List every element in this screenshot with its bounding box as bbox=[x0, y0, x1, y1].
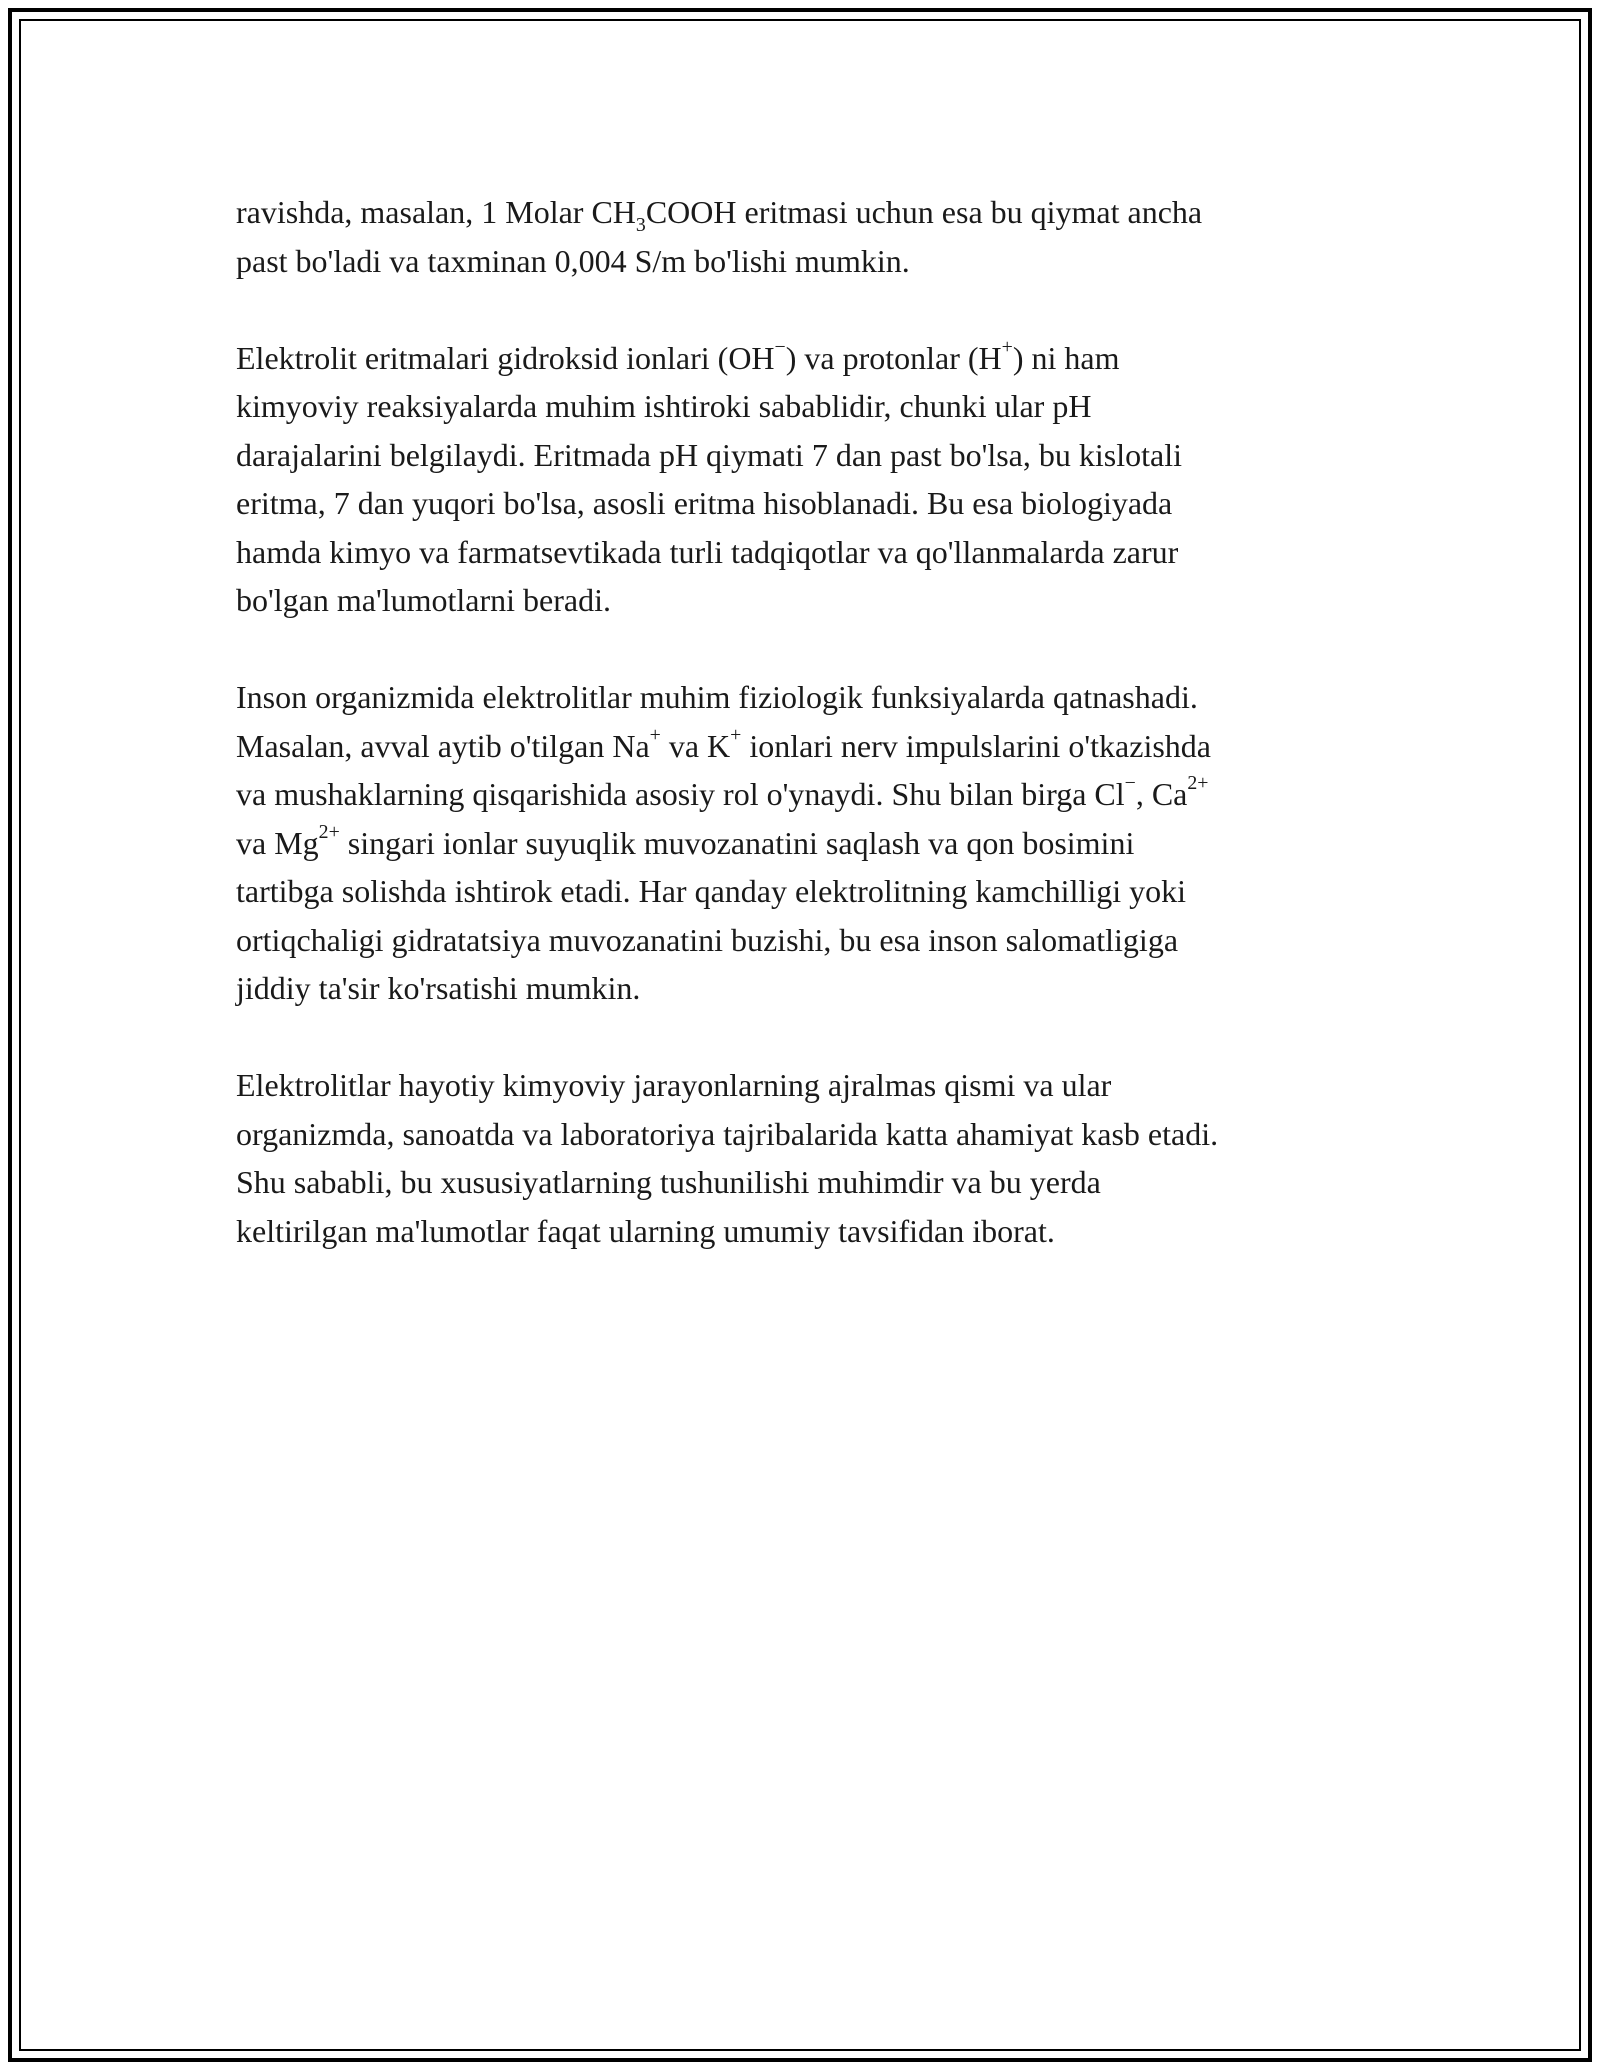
text-line bbox=[236, 1110, 1376, 1159]
text-run: organizmda, sanoatda va laboratoriya tajribalarida katta ahamiyat kasb etadi. bbox=[236, 1115, 1219, 1152]
text-line bbox=[236, 964, 1376, 1013]
superscript-text: − bbox=[1124, 772, 1136, 795]
text-run: , Ca bbox=[1135, 776, 1188, 812]
text-run: Shu sababli, bu xususiyatlarning tushunilishi muhimdir va bu yerda bbox=[236, 1164, 1101, 1200]
text-line bbox=[236, 673, 1376, 722]
text-run: Inson organizmida elektrolitlar muhim fiziologik funksiyalarda qatnashadi. bbox=[236, 679, 1198, 715]
text-line bbox=[236, 1207, 1376, 1256]
text-run: Masalan, avval aytib o'tilgan Na bbox=[236, 727, 650, 764]
text-run: kimyoviy reaksiyalarda muhim ishtiroki sabablidir, chunki ular pH bbox=[236, 388, 1092, 424]
paragraph-2 bbox=[236, 334, 1376, 625]
text-line bbox=[236, 188, 1376, 237]
text-run: jiddiy ta'sir ko'rsatishi mumkin. bbox=[236, 970, 641, 1006]
superscript-text: 2+ bbox=[1187, 772, 1209, 795]
text-run: singari ionlar suyuqlik muvozanatini saqlash va qon bosimini bbox=[339, 824, 1135, 861]
text-run: ravishda, masalan, 1 Molar CH bbox=[236, 194, 636, 230]
superscript-text: 2+ bbox=[318, 820, 340, 843]
text-line bbox=[236, 334, 1376, 383]
text-line bbox=[236, 916, 1376, 965]
text-run: ) ni ham bbox=[1012, 339, 1120, 376]
text-line bbox=[236, 576, 1376, 625]
text-line bbox=[236, 722, 1376, 771]
text-line bbox=[236, 431, 1376, 480]
text-line bbox=[236, 867, 1376, 916]
text-run: va K bbox=[660, 727, 731, 764]
text-line bbox=[236, 819, 1376, 868]
text-run: tartibga solishda ishtirok etadi. Har qanday elektrolitning kamchilligi yoki bbox=[236, 873, 1187, 909]
text-run: bo'lgan ma'lumotlarni beradi. bbox=[236, 582, 611, 618]
text-run: va mushaklarning qisqarishida asosiy rol o'ynaydi. Shu bilan birga Cl bbox=[236, 776, 1125, 812]
text-run: ortiqchaligi gidratatsiya muvozanatini buzishi, bu esa inson salomatligiga bbox=[236, 921, 1179, 958]
text-run: eritma, 7 dan yuqori bo'lsa, asosli eritma hisoblanadi. Bu esa biologiyada bbox=[236, 485, 1173, 521]
superscript-text: + bbox=[730, 723, 742, 746]
text-line bbox=[236, 528, 1376, 577]
subscript-text: 3 bbox=[635, 214, 646, 237]
text-run: ) va protonlar (H bbox=[785, 339, 1002, 376]
text-run: hamda kimyo va farmatsevtikada turli tadqiqotlar va qo'llanmalarda zarur bbox=[236, 533, 1179, 570]
text-line bbox=[236, 1061, 1376, 1110]
superscript-text: + bbox=[1001, 335, 1013, 358]
paragraph-3 bbox=[236, 673, 1376, 1013]
text-run: past bo'ladi va taxminan 0,004 S/m bo'lishi mumkin. bbox=[236, 242, 910, 279]
text-line bbox=[236, 382, 1376, 431]
text-run: va Mg bbox=[236, 824, 319, 861]
text-run: Elektrolit eritmalari gidroksid ionlari (OH bbox=[236, 339, 775, 376]
text-run: ionlari nerv impulslarini o'tkazishda bbox=[741, 727, 1211, 764]
text-line bbox=[236, 770, 1376, 819]
text-run: darajalarini belgilaydi. Eritmada pH qiymati 7 dan past bo'lsa, bu kislotali bbox=[236, 436, 1182, 473]
text-run: COOH eritmasi uchun esa bu qiymat ancha bbox=[645, 194, 1203, 230]
text-run: Elektrolitlar hayotiy kimyoviy jarayonlarning ajralmas qismi va ular bbox=[236, 1067, 1112, 1103]
text-line bbox=[236, 237, 1376, 286]
superscript-text: − bbox=[774, 335, 786, 358]
document-body bbox=[236, 188, 1376, 1304]
text-line bbox=[236, 479, 1376, 528]
text-line bbox=[236, 1158, 1376, 1207]
paragraph-1 bbox=[236, 188, 1376, 285]
superscript-text: + bbox=[649, 723, 661, 746]
paragraph-4 bbox=[236, 1061, 1376, 1255]
text-run: keltirilgan ma'lumotlar faqat ularning umumiy tavsifidan iborat. bbox=[236, 1212, 1055, 1249]
